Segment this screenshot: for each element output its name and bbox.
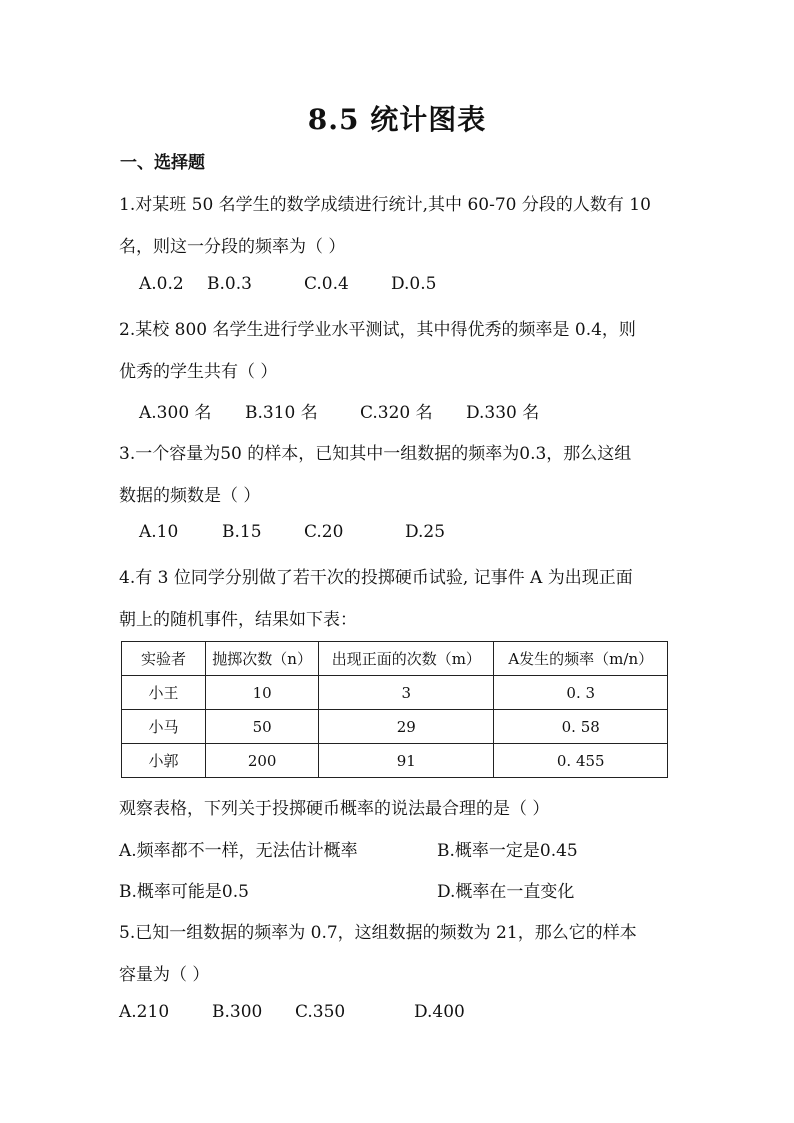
question-5-option-d: D.400 xyxy=(414,1002,465,1022)
table-header-cell: A发生的频率（m/n） xyxy=(494,642,668,676)
question-3-option-b: B.15 xyxy=(222,522,262,542)
table-cell: 小马 xyxy=(122,710,206,744)
table-cell: 91 xyxy=(319,744,494,778)
table-row xyxy=(122,744,668,778)
question-4-option-b: B.概率一定是0.45 xyxy=(437,841,578,861)
table-header-row xyxy=(122,642,668,676)
question-5-line-1: 5.已知一组数据的频率为 0.7，这组数据的频数为 21，那么它的样本 xyxy=(119,923,637,943)
question-4-line-1: 4.有 3 位同学分别做了若干次的投掷硬币试验, 记事件 A 为出现正面 xyxy=(119,568,633,588)
question-2-option-c: C.320 名 xyxy=(360,403,433,423)
table-header-cell: 抛掷次数（n） xyxy=(206,642,319,676)
table-header-cell: 出现正面的次数（m） xyxy=(319,642,494,676)
table-cell: 29 xyxy=(319,710,494,744)
question-3-option-d: D.25 xyxy=(405,522,446,542)
question-5-line-2: 容量为（ ） xyxy=(119,965,210,985)
table-cell: 0. 455 xyxy=(494,744,668,778)
question-2-option-a: A.300 名 xyxy=(139,403,212,423)
question-1-option-b: B.0.3 xyxy=(207,274,252,294)
table-cell: 0. 3 xyxy=(494,676,668,710)
question-5-option-a: A.210 xyxy=(119,1002,170,1022)
question-3-option-a: A.10 xyxy=(139,522,179,542)
table-cell: 50 xyxy=(206,710,319,744)
question-2-option-b: B.310 名 xyxy=(245,403,318,423)
question-5-option-b: B.300 xyxy=(212,1002,263,1022)
question-2-option-d: D.330 名 xyxy=(466,403,540,423)
question-1-option-c: C.0.4 xyxy=(304,274,349,294)
question-2-line-1: 2.某校 800 名学生进行学业水平测试，其中得优秀的频率是 0.4，则 xyxy=(119,320,636,340)
table-cell: 小王 xyxy=(122,676,206,710)
table-row xyxy=(122,710,668,744)
question-5-option-c: C.350 xyxy=(295,1002,346,1022)
question-4-option-d: D.概率在一直变化 xyxy=(437,882,575,902)
question-1-line-1: 1.对某班 50 名学生的数学成绩进行统计,其中 60-70 分段的人数有 10 xyxy=(119,195,651,215)
question-4-line-2: 朝上的随机事件，结果如下表： xyxy=(119,610,357,630)
table-cell: 3 xyxy=(319,676,494,710)
question-1-option-a: A.0.2 xyxy=(139,274,184,294)
question-3-option-c: C.20 xyxy=(304,522,344,542)
section-heading: 一、选择题 xyxy=(120,153,205,173)
question-3-line-1: 3.一个容量为50 的样本，已知其中一组数据的频率为0.3，那么这组 xyxy=(119,444,632,464)
question-4-option-a: A.频率都不一样，无法估计概率 xyxy=(119,841,358,861)
table-cell: 10 xyxy=(206,676,319,710)
results-table xyxy=(121,641,668,778)
table-cell: 0. 58 xyxy=(494,710,668,744)
question-3-line-2: 数据的频数是（ ） xyxy=(119,486,261,506)
question-4-option-c: B.概率可能是0.5 xyxy=(119,882,249,902)
page-title: 8.5 统计图表 xyxy=(307,103,487,136)
table-cell: 小郭 xyxy=(122,744,206,778)
table-cell: 200 xyxy=(206,744,319,778)
question-4-line-3: 观察表格，下列关于投掷硬币概率的说法最合理的是（ ） xyxy=(119,799,550,819)
table-row xyxy=(122,676,668,710)
question-1-line-2: 名，则这一分段的频率为（ ） xyxy=(119,237,346,257)
question-2-line-2: 优秀的学生共有（ ） xyxy=(119,362,278,382)
table-header-cell: 实验者 xyxy=(122,642,206,676)
question-1-option-d: D.0.5 xyxy=(391,274,437,294)
